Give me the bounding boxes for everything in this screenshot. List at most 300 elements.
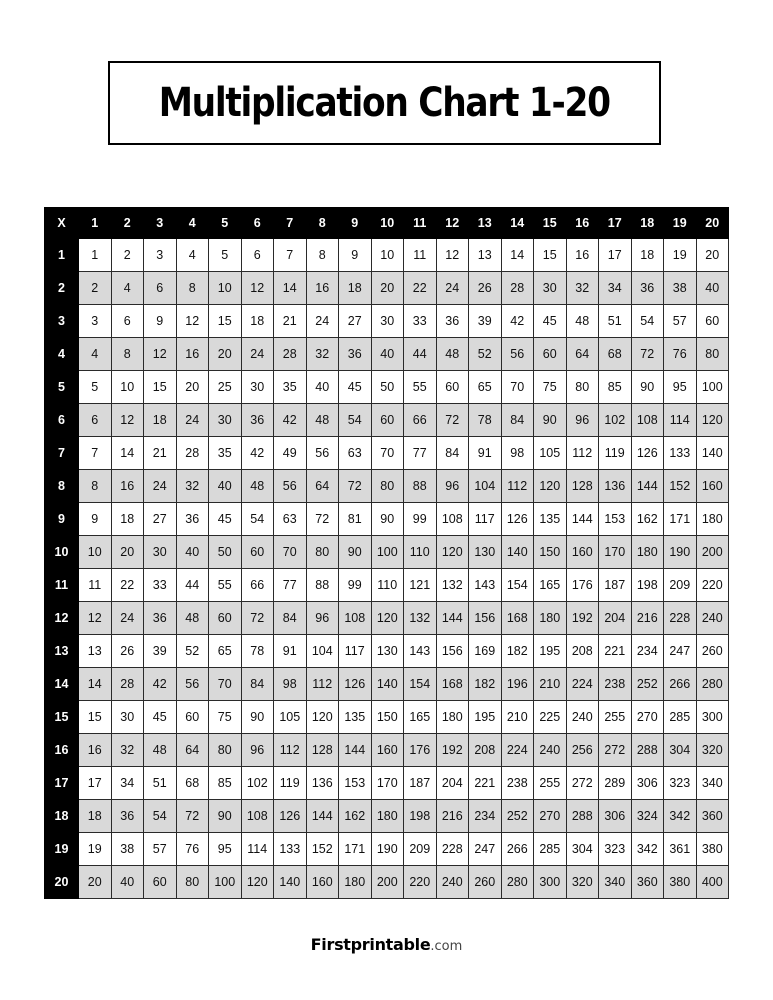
product-cell: 24 bbox=[436, 272, 469, 305]
product-cell: 105 bbox=[274, 701, 307, 734]
product-cell: 400 bbox=[696, 866, 729, 899]
product-cell: 180 bbox=[631, 536, 664, 569]
product-cell: 60 bbox=[209, 602, 242, 635]
product-cell: 160 bbox=[306, 866, 339, 899]
product-cell: 18 bbox=[631, 239, 664, 272]
product-cell: 88 bbox=[404, 470, 437, 503]
product-cell: 26 bbox=[111, 635, 144, 668]
product-cell: 70 bbox=[501, 371, 534, 404]
product-cell: 36 bbox=[176, 503, 209, 536]
product-cell: 2 bbox=[111, 239, 144, 272]
product-cell: 16 bbox=[566, 239, 599, 272]
table-row bbox=[45, 437, 729, 470]
product-cell: 54 bbox=[339, 404, 372, 437]
table-row bbox=[45, 866, 729, 899]
footer-logo bbox=[0, 935, 773, 954]
product-cell: 108 bbox=[631, 404, 664, 437]
product-cell: 48 bbox=[144, 734, 177, 767]
product-cell: 120 bbox=[371, 602, 404, 635]
product-cell: 119 bbox=[599, 437, 632, 470]
product-cell: 40 bbox=[306, 371, 339, 404]
product-cell: 14 bbox=[79, 668, 112, 701]
product-cell: 91 bbox=[469, 437, 502, 470]
row-header-cell: 14 bbox=[45, 668, 79, 701]
product-cell: 224 bbox=[501, 734, 534, 767]
product-cell: 50 bbox=[209, 536, 242, 569]
row-header-cell: 15 bbox=[45, 701, 79, 734]
product-cell: 30 bbox=[209, 404, 242, 437]
product-cell: 8 bbox=[111, 338, 144, 371]
product-cell: 60 bbox=[176, 701, 209, 734]
product-cell: 45 bbox=[209, 503, 242, 536]
product-cell: 156 bbox=[436, 635, 469, 668]
product-cell: 117 bbox=[469, 503, 502, 536]
table-row bbox=[45, 833, 729, 866]
product-cell: 198 bbox=[404, 800, 437, 833]
multiplication-table-container bbox=[44, 207, 729, 888]
product-cell: 30 bbox=[534, 272, 567, 305]
product-cell: 100 bbox=[371, 536, 404, 569]
column-header-cell: 17 bbox=[599, 208, 632, 239]
product-cell: 38 bbox=[664, 272, 697, 305]
product-cell: 39 bbox=[469, 305, 502, 338]
product-cell: 240 bbox=[534, 734, 567, 767]
product-cell: 12 bbox=[111, 404, 144, 437]
product-cell: 18 bbox=[111, 503, 144, 536]
row-header-cell: 12 bbox=[45, 602, 79, 635]
product-cell: 160 bbox=[371, 734, 404, 767]
column-header-cell: 1 bbox=[79, 208, 112, 239]
product-cell: 65 bbox=[209, 635, 242, 668]
column-header-cell: 9 bbox=[339, 208, 372, 239]
product-cell: 15 bbox=[144, 371, 177, 404]
product-cell: 33 bbox=[404, 305, 437, 338]
product-cell: 20 bbox=[176, 371, 209, 404]
table-row bbox=[45, 470, 729, 503]
product-cell: 304 bbox=[664, 734, 697, 767]
product-cell: 48 bbox=[436, 338, 469, 371]
product-cell: 10 bbox=[111, 371, 144, 404]
product-cell: 10 bbox=[79, 536, 112, 569]
product-cell: 247 bbox=[469, 833, 502, 866]
product-cell: 6 bbox=[111, 305, 144, 338]
product-cell: 24 bbox=[111, 602, 144, 635]
product-cell: 180 bbox=[371, 800, 404, 833]
product-cell: 260 bbox=[696, 635, 729, 668]
product-cell: 136 bbox=[599, 470, 632, 503]
product-cell: 228 bbox=[664, 602, 697, 635]
table-row bbox=[45, 701, 729, 734]
product-cell: 28 bbox=[501, 272, 534, 305]
product-cell: 36 bbox=[339, 338, 372, 371]
product-cell: 162 bbox=[339, 800, 372, 833]
product-cell: 152 bbox=[664, 470, 697, 503]
table-row bbox=[45, 272, 729, 305]
product-cell: 152 bbox=[306, 833, 339, 866]
product-cell: 75 bbox=[209, 701, 242, 734]
product-cell: 140 bbox=[501, 536, 534, 569]
product-cell: 72 bbox=[306, 503, 339, 536]
product-cell: 36 bbox=[111, 800, 144, 833]
product-cell: 252 bbox=[501, 800, 534, 833]
product-cell: 22 bbox=[111, 569, 144, 602]
product-cell: 210 bbox=[534, 668, 567, 701]
product-cell: 24 bbox=[241, 338, 274, 371]
product-cell: 3 bbox=[79, 305, 112, 338]
product-cell: 12 bbox=[144, 338, 177, 371]
product-cell: 11 bbox=[79, 569, 112, 602]
product-cell: 26 bbox=[469, 272, 502, 305]
product-cell: 99 bbox=[404, 503, 437, 536]
product-cell: 98 bbox=[274, 668, 307, 701]
product-cell: 121 bbox=[404, 569, 437, 602]
product-cell: 168 bbox=[436, 668, 469, 701]
product-cell: 156 bbox=[469, 602, 502, 635]
product-cell: 380 bbox=[696, 833, 729, 866]
product-cell: 64 bbox=[176, 734, 209, 767]
table-row bbox=[45, 371, 729, 404]
product-cell: 169 bbox=[469, 635, 502, 668]
table-row bbox=[45, 635, 729, 668]
product-cell: 84 bbox=[501, 404, 534, 437]
product-cell: 240 bbox=[436, 866, 469, 899]
product-cell: 320 bbox=[566, 866, 599, 899]
product-cell: 380 bbox=[664, 866, 697, 899]
product-cell: 120 bbox=[241, 866, 274, 899]
product-cell: 162 bbox=[631, 503, 664, 536]
product-cell: 144 bbox=[306, 800, 339, 833]
product-cell: 112 bbox=[501, 470, 534, 503]
product-cell: 91 bbox=[274, 635, 307, 668]
product-cell: 187 bbox=[599, 569, 632, 602]
product-cell: 90 bbox=[534, 404, 567, 437]
product-cell: 64 bbox=[566, 338, 599, 371]
product-cell: 225 bbox=[534, 701, 567, 734]
product-cell: 208 bbox=[469, 734, 502, 767]
product-cell: 60 bbox=[696, 305, 729, 338]
product-cell: 17 bbox=[599, 239, 632, 272]
row-header-cell: 3 bbox=[45, 305, 79, 338]
product-cell: 48 bbox=[306, 404, 339, 437]
product-cell: 154 bbox=[404, 668, 437, 701]
product-cell: 190 bbox=[664, 536, 697, 569]
column-header-row bbox=[45, 208, 729, 239]
row-header-cell: 9 bbox=[45, 503, 79, 536]
product-cell: 44 bbox=[404, 338, 437, 371]
column-header-cell: 5 bbox=[209, 208, 242, 239]
product-cell: 195 bbox=[534, 635, 567, 668]
product-cell: 108 bbox=[436, 503, 469, 536]
column-header-cell: 16 bbox=[566, 208, 599, 239]
product-cell: 144 bbox=[566, 503, 599, 536]
product-cell: 64 bbox=[306, 470, 339, 503]
product-cell: 144 bbox=[436, 602, 469, 635]
footer-brand: Firstprintable bbox=[310, 935, 431, 954]
product-cell: 10 bbox=[209, 272, 242, 305]
row-header-cell: 19 bbox=[45, 833, 79, 866]
product-cell: 70 bbox=[209, 668, 242, 701]
product-cell: 4 bbox=[111, 272, 144, 305]
product-cell: 154 bbox=[501, 569, 534, 602]
product-cell: 285 bbox=[664, 701, 697, 734]
product-cell: 54 bbox=[144, 800, 177, 833]
column-header-cell: 10 bbox=[371, 208, 404, 239]
product-cell: 176 bbox=[566, 569, 599, 602]
product-cell: 21 bbox=[144, 437, 177, 470]
product-cell: 28 bbox=[111, 668, 144, 701]
product-cell: 60 bbox=[371, 404, 404, 437]
product-cell: 36 bbox=[241, 404, 274, 437]
product-cell: 153 bbox=[599, 503, 632, 536]
product-cell: 40 bbox=[176, 536, 209, 569]
multiplication-table bbox=[44, 207, 729, 899]
product-cell: 144 bbox=[631, 470, 664, 503]
product-cell: 95 bbox=[664, 371, 697, 404]
product-cell: 20 bbox=[209, 338, 242, 371]
product-cell: 210 bbox=[501, 701, 534, 734]
product-cell: 72 bbox=[176, 800, 209, 833]
product-cell: 30 bbox=[144, 536, 177, 569]
product-cell: 9 bbox=[339, 239, 372, 272]
product-cell: 320 bbox=[696, 734, 729, 767]
table-row bbox=[45, 338, 729, 371]
product-cell: 187 bbox=[404, 767, 437, 800]
row-header-cell: 10 bbox=[45, 536, 79, 569]
product-cell: 56 bbox=[306, 437, 339, 470]
product-cell: 80 bbox=[566, 371, 599, 404]
product-cell: 39 bbox=[144, 635, 177, 668]
product-cell: 234 bbox=[469, 800, 502, 833]
product-cell: 300 bbox=[696, 701, 729, 734]
product-cell: 60 bbox=[144, 866, 177, 899]
product-cell: 34 bbox=[599, 272, 632, 305]
product-cell: 176 bbox=[404, 734, 437, 767]
column-header-cell: 6 bbox=[241, 208, 274, 239]
product-cell: 63 bbox=[274, 503, 307, 536]
product-cell: 180 bbox=[696, 503, 729, 536]
product-cell: 57 bbox=[144, 833, 177, 866]
product-cell: 136 bbox=[306, 767, 339, 800]
product-cell: 285 bbox=[534, 833, 567, 866]
product-cell: 49 bbox=[274, 437, 307, 470]
product-cell: 165 bbox=[404, 701, 437, 734]
product-cell: 68 bbox=[599, 338, 632, 371]
product-cell: 20 bbox=[696, 239, 729, 272]
column-header-cell: 14 bbox=[501, 208, 534, 239]
product-cell: 110 bbox=[371, 569, 404, 602]
row-header-cell: 13 bbox=[45, 635, 79, 668]
product-cell: 76 bbox=[176, 833, 209, 866]
product-cell: 19 bbox=[664, 239, 697, 272]
product-cell: 85 bbox=[599, 371, 632, 404]
product-cell: 204 bbox=[436, 767, 469, 800]
product-cell: 180 bbox=[436, 701, 469, 734]
product-cell: 60 bbox=[436, 371, 469, 404]
product-cell: 7 bbox=[79, 437, 112, 470]
product-cell: 224 bbox=[566, 668, 599, 701]
product-cell: 4 bbox=[176, 239, 209, 272]
row-header-cell: 1 bbox=[45, 239, 79, 272]
product-cell: 171 bbox=[339, 833, 372, 866]
product-cell: 4 bbox=[79, 338, 112, 371]
product-cell: 135 bbox=[339, 701, 372, 734]
product-cell: 204 bbox=[599, 602, 632, 635]
table-row bbox=[45, 668, 729, 701]
product-cell: 144 bbox=[339, 734, 372, 767]
product-cell: 98 bbox=[501, 437, 534, 470]
product-cell: 255 bbox=[599, 701, 632, 734]
product-cell: 40 bbox=[371, 338, 404, 371]
product-cell: 90 bbox=[631, 371, 664, 404]
product-cell: 140 bbox=[371, 668, 404, 701]
product-cell: 234 bbox=[631, 635, 664, 668]
product-cell: 66 bbox=[241, 569, 274, 602]
product-cell: 18 bbox=[241, 305, 274, 338]
product-cell: 40 bbox=[209, 470, 242, 503]
product-cell: 143 bbox=[404, 635, 437, 668]
product-cell: 126 bbox=[501, 503, 534, 536]
product-cell: 55 bbox=[209, 569, 242, 602]
product-cell: 36 bbox=[436, 305, 469, 338]
product-cell: 40 bbox=[696, 272, 729, 305]
product-cell: 51 bbox=[144, 767, 177, 800]
product-cell: 135 bbox=[534, 503, 567, 536]
product-cell: 221 bbox=[469, 767, 502, 800]
product-cell: 150 bbox=[371, 701, 404, 734]
product-cell: 22 bbox=[404, 272, 437, 305]
product-cell: 95 bbox=[209, 833, 242, 866]
table-row bbox=[45, 239, 729, 272]
product-cell: 33 bbox=[144, 569, 177, 602]
column-header-cell: 13 bbox=[469, 208, 502, 239]
product-cell: 6 bbox=[144, 272, 177, 305]
table-row bbox=[45, 734, 729, 767]
product-cell: 65 bbox=[469, 371, 502, 404]
product-cell: 56 bbox=[274, 470, 307, 503]
product-cell: 108 bbox=[241, 800, 274, 833]
product-cell: 130 bbox=[469, 536, 502, 569]
product-cell: 238 bbox=[599, 668, 632, 701]
product-cell: 216 bbox=[631, 602, 664, 635]
product-cell: 27 bbox=[144, 503, 177, 536]
product-cell: 50 bbox=[371, 371, 404, 404]
product-cell: 45 bbox=[339, 371, 372, 404]
product-cell: 112 bbox=[566, 437, 599, 470]
footer-domain: .com bbox=[430, 939, 463, 954]
product-cell: 45 bbox=[144, 701, 177, 734]
product-cell: 32 bbox=[176, 470, 209, 503]
product-cell: 361 bbox=[664, 833, 697, 866]
product-cell: 114 bbox=[241, 833, 274, 866]
product-cell: 75 bbox=[534, 371, 567, 404]
product-cell: 48 bbox=[176, 602, 209, 635]
product-cell: 252 bbox=[631, 668, 664, 701]
product-cell: 13 bbox=[79, 635, 112, 668]
product-cell: 96 bbox=[306, 602, 339, 635]
product-cell: 105 bbox=[534, 437, 567, 470]
product-cell: 32 bbox=[306, 338, 339, 371]
product-cell: 84 bbox=[436, 437, 469, 470]
product-cell: 24 bbox=[144, 470, 177, 503]
product-cell: 126 bbox=[339, 668, 372, 701]
product-cell: 14 bbox=[274, 272, 307, 305]
product-cell: 90 bbox=[209, 800, 242, 833]
product-cell: 9 bbox=[144, 305, 177, 338]
product-cell: 60 bbox=[534, 338, 567, 371]
product-cell: 133 bbox=[274, 833, 307, 866]
product-cell: 266 bbox=[501, 833, 534, 866]
product-cell: 81 bbox=[339, 503, 372, 536]
product-cell: 108 bbox=[339, 602, 372, 635]
product-cell: 16 bbox=[111, 470, 144, 503]
product-cell: 165 bbox=[534, 569, 567, 602]
product-cell: 288 bbox=[566, 800, 599, 833]
column-header-cell: 15 bbox=[534, 208, 567, 239]
product-cell: 85 bbox=[209, 767, 242, 800]
product-cell: 120 bbox=[696, 404, 729, 437]
column-header-cell: 19 bbox=[664, 208, 697, 239]
product-cell: 32 bbox=[566, 272, 599, 305]
product-cell: 44 bbox=[176, 569, 209, 602]
product-cell: 90 bbox=[241, 701, 274, 734]
product-cell: 80 bbox=[209, 734, 242, 767]
product-cell: 114 bbox=[664, 404, 697, 437]
product-cell: 220 bbox=[696, 569, 729, 602]
product-cell: 3 bbox=[144, 239, 177, 272]
product-cell: 48 bbox=[241, 470, 274, 503]
product-cell: 240 bbox=[566, 701, 599, 734]
product-cell: 247 bbox=[664, 635, 697, 668]
product-cell: 76 bbox=[664, 338, 697, 371]
product-cell: 72 bbox=[241, 602, 274, 635]
product-cell: 96 bbox=[436, 470, 469, 503]
product-cell: 42 bbox=[144, 668, 177, 701]
product-cell: 126 bbox=[274, 800, 307, 833]
row-header-cell: 6 bbox=[45, 404, 79, 437]
product-cell: 16 bbox=[176, 338, 209, 371]
product-cell: 260 bbox=[469, 866, 502, 899]
product-cell: 190 bbox=[371, 833, 404, 866]
product-cell: 80 bbox=[306, 536, 339, 569]
product-cell: 8 bbox=[79, 470, 112, 503]
product-cell: 11 bbox=[404, 239, 437, 272]
product-cell: 120 bbox=[306, 701, 339, 734]
product-cell: 60 bbox=[241, 536, 274, 569]
product-cell: 16 bbox=[79, 734, 112, 767]
product-cell: 15 bbox=[209, 305, 242, 338]
product-cell: 35 bbox=[274, 371, 307, 404]
table-row bbox=[45, 536, 729, 569]
product-cell: 12 bbox=[436, 239, 469, 272]
product-cell: 209 bbox=[404, 833, 437, 866]
product-cell: 40 bbox=[111, 866, 144, 899]
product-cell: 1 bbox=[79, 239, 112, 272]
product-cell: 132 bbox=[404, 602, 437, 635]
product-cell: 80 bbox=[176, 866, 209, 899]
table-row bbox=[45, 569, 729, 602]
product-cell: 238 bbox=[501, 767, 534, 800]
product-cell: 7 bbox=[274, 239, 307, 272]
product-cell: 20 bbox=[111, 536, 144, 569]
product-cell: 112 bbox=[306, 668, 339, 701]
product-cell: 20 bbox=[79, 866, 112, 899]
product-cell: 78 bbox=[241, 635, 274, 668]
table-row bbox=[45, 767, 729, 800]
product-cell: 171 bbox=[664, 503, 697, 536]
product-cell: 28 bbox=[274, 338, 307, 371]
table-row bbox=[45, 305, 729, 338]
product-cell: 14 bbox=[111, 437, 144, 470]
